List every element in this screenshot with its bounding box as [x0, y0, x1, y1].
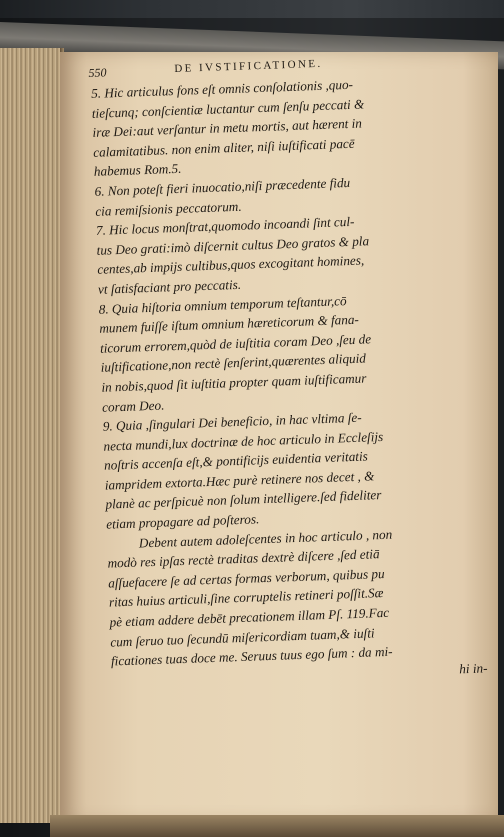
text-line: etiam propagare ad poſteros.	[105, 511, 260, 532]
page-bottom-edge	[50, 815, 504, 837]
page-text	[88, 46, 504, 759]
text-line: 6. Non poteſt fieri inuocatio,niſi præcedente fidu	[94, 174, 351, 199]
text-line: iampridem extorta.Hæc purè retinere nos decet , &	[104, 468, 375, 493]
text-line: 8. Quia hiſtoria omnium temporum teſtantur,cō	[98, 292, 347, 317]
text-line: aſſuefacere ſe ad certas formas verborum, quibus pu	[108, 565, 385, 591]
page-number: 550	[88, 65, 107, 80]
text-line: modò res ipſas rectè traditas dextrè diſcere ,ſed etiā	[107, 546, 380, 571]
text-line: cia remiſsionis peccatorum.	[95, 198, 242, 219]
running-head: DE IVSTIFICATIONE.	[174, 57, 323, 75]
text-line: pè etiam addere debēt precationem illam Pſ. 119.Fac	[109, 604, 390, 630]
text-line: iuſtificatione,non rectè ſenſerint,quærentes aliquid	[100, 350, 367, 376]
text-line: ticorum errorem,quòd de iuſtitia coram Deo ,ſeu de	[99, 331, 372, 356]
text-line: necta mundi,lux doctrinæ de hoc articulo in Eccleſijs	[103, 428, 384, 454]
text-line: ritas huius articuli,ſine corruptelis retineri poſſit.Sæ	[108, 585, 384, 611]
text-line: iræ Dei:aut verſantur in metu mortis, aut hærent in	[92, 115, 363, 141]
text-line: planè ac perſpicuè non ſolum intelligere.ſed fideliter	[105, 487, 382, 513]
text-line: munem fuiſſe iſtum omnium hæreticorum & fana-	[99, 311, 360, 336]
text-line: 7. Hic locus monſtrat,quomodo incoandi ſint cul-	[95, 213, 355, 238]
text-line: Debent autem adoleſcentes in hoc articulo , non	[138, 526, 393, 551]
text-line: ficationes tuas doce me. Seruus tuus ego ſum : da mi-	[110, 643, 393, 669]
catchword: hi in-	[458, 660, 488, 677]
text-line: vt ſatisfaciant pro peccatis.	[97, 276, 242, 297]
page-edges	[0, 48, 62, 823]
text-line: tieſcunq; conſcientiæ luctantur cum ſenſu peccati &	[91, 95, 365, 121]
text-line: tus Deo grati:imò diſcernit cultus Deo gratos & pla	[96, 233, 370, 258]
text-line: coram Deo.	[101, 397, 165, 415]
text-line: 5. Hic articulus fons eſt omnis conſolationis ,quo-	[90, 76, 354, 101]
text-line: noſtris accenſa eſt,& pontificijs euidentia veritatis	[103, 448, 368, 473]
text-line: centes,ab impijs cultibus,quos excogitant homines,	[97, 252, 365, 278]
text-line: calamitatibus. non enim aliter, niſi iuſtificati pacē	[92, 135, 355, 160]
text-line: 9. Quia ,ſingulari Dei beneficio, in hac vltima ſe-	[102, 409, 362, 434]
text-line: in nobis,quod ſit iuſtitia propter quam iuſtificamur	[101, 370, 367, 395]
text-line: cum ſeruo tuo ſecundū miſericordiam tuam,& iuſti	[110, 624, 375, 650]
text-line: habemus Rom.5.	[93, 161, 182, 180]
